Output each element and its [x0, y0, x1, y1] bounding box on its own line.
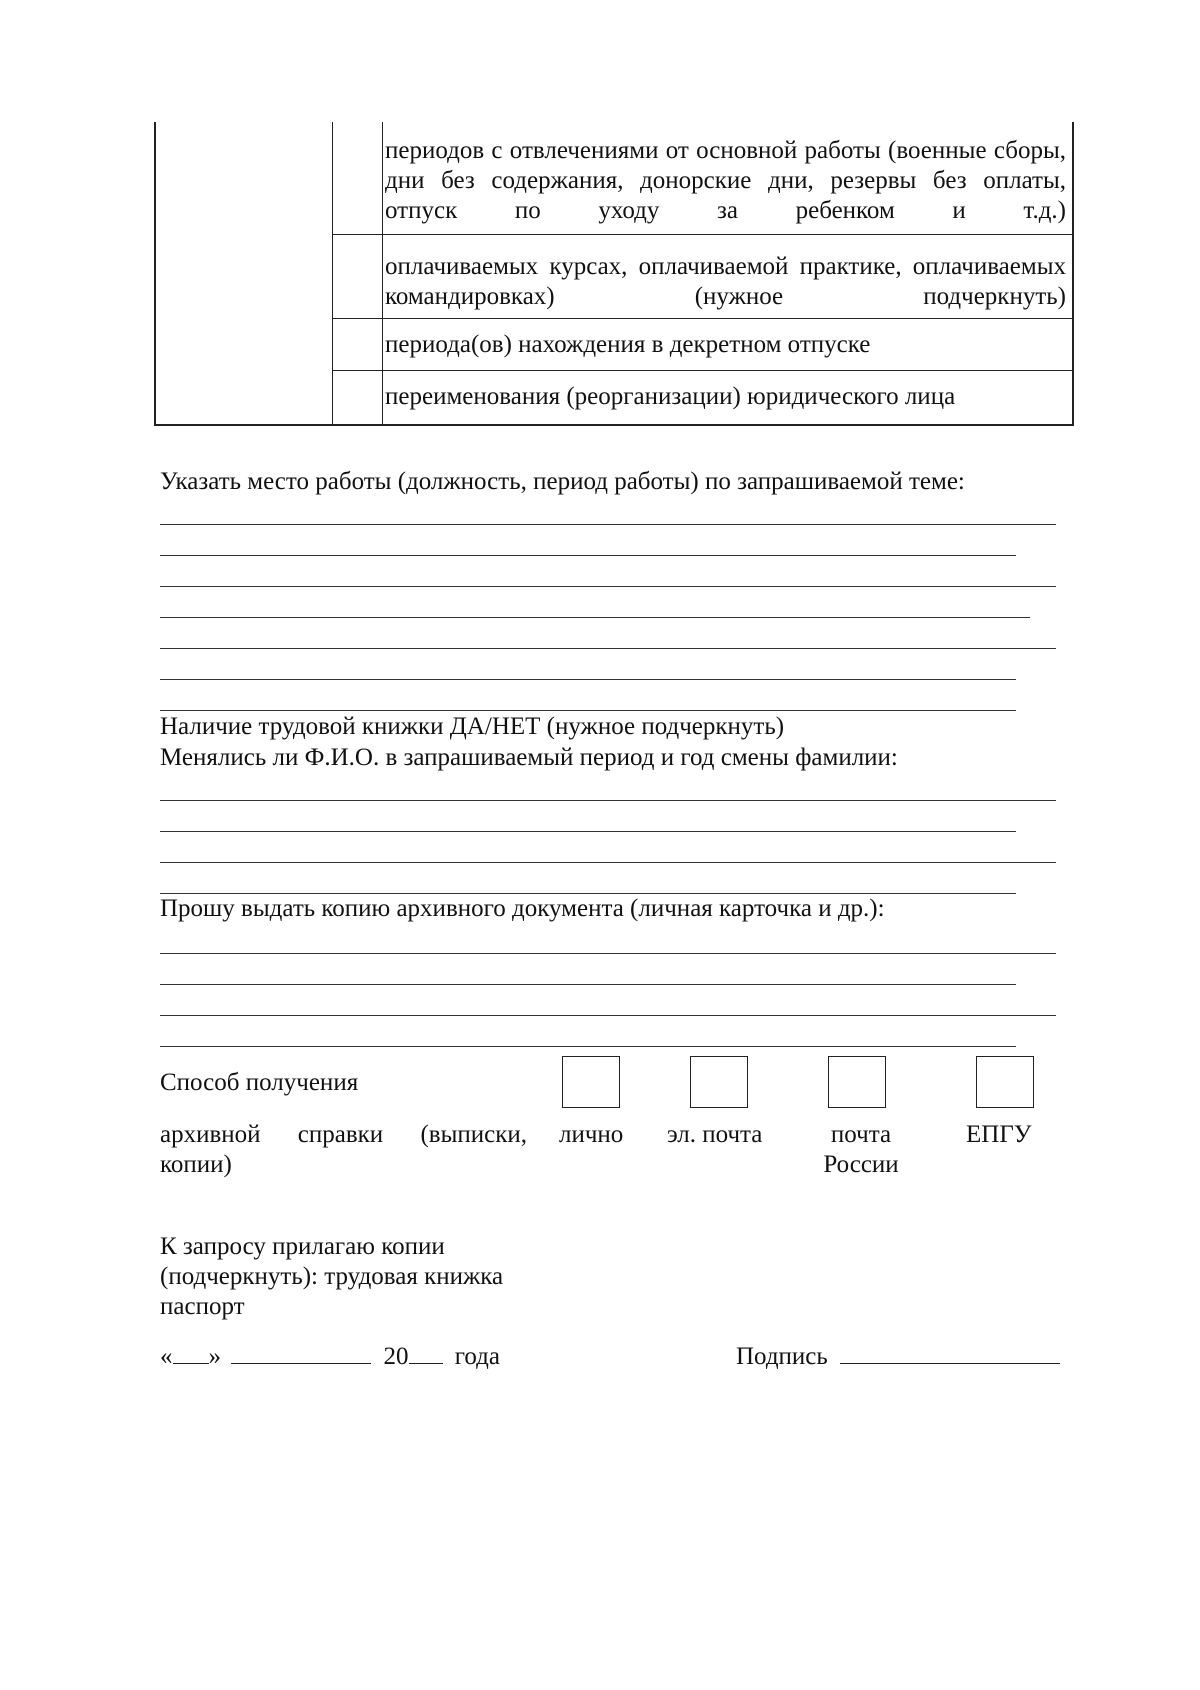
- attachments-line-2: (подчеркнуть): трудовая книжка: [160, 1263, 504, 1290]
- table-row-4-text: переименования (реорганизации) юридического лица: [385, 383, 956, 410]
- signature-label: Подпись: [736, 1343, 828, 1370]
- copy-request-line-1[interactable]: [160, 953, 1056, 954]
- name-change-line-1[interactable]: [160, 800, 1056, 801]
- table-row-1-text: периодов с отвлечениями от основной работы (военные сборы, дни без содержания, донорские дни, резервы без оплаты, отпуск по уходу за ребенком и т.д.): [385, 137, 1066, 224]
- name-change-line-2[interactable]: [160, 831, 1016, 832]
- option-email-label: эл. почта: [667, 1121, 763, 1148]
- date-month-blank[interactable]: [231, 1341, 371, 1364]
- date-year-suffix: года: [454, 1343, 500, 1370]
- date-day-blank[interactable]: [173, 1341, 209, 1364]
- copy-request-prompt: Прошу выдать копию архивного документа (личная карточка и др.):: [160, 895, 885, 922]
- name-change-question: Менялись ли Ф.И.О. в запрашиваемый период и год смены фамилии:: [160, 744, 898, 771]
- option-email-checkbox[interactable]: [690, 1056, 748, 1108]
- delivery-subtitle-line1: архивной справки (выписки,: [160, 1121, 527, 1148]
- table-row-3-text: периода(ов) нахождения в декретном отпуске: [385, 331, 871, 358]
- workplace-prompt: Указать место работы (должность, период работы) по запрашиваемой теме:: [160, 468, 965, 495]
- attachments-line-3: паспорт: [160, 1293, 245, 1320]
- criteria-table: [154, 122, 1074, 426]
- copy-request-line-4[interactable]: [160, 1046, 1016, 1047]
- option-russian-post-checkbox[interactable]: [828, 1056, 886, 1108]
- copy-request-line-2[interactable]: [160, 984, 1016, 985]
- option-russian-post-label: почта России: [823, 1121, 899, 1178]
- option-in-person-checkbox[interactable]: [562, 1056, 620, 1108]
- table-row-2-text: оплачиваемых курсах, оплачиваемой практике, оплачиваемых командировках) (нужное подчеркнуть): [385, 253, 1066, 310]
- table-divider-2: [382, 122, 383, 424]
- workplace-line-6[interactable]: [160, 679, 1016, 680]
- table-row-border: [332, 318, 1072, 319]
- date-year-prefix: 20: [383, 1343, 409, 1370]
- date-year-blank[interactable]: [409, 1341, 443, 1364]
- date-quote-open: «: [160, 1343, 173, 1370]
- table-divider-1: [332, 122, 333, 424]
- option-epgu-label: ЕПГУ: [966, 1121, 1032, 1148]
- table-row-border: [332, 370, 1072, 371]
- name-change-line-3[interactable]: [160, 862, 1056, 863]
- labor-book-question: Наличие трудовой книжки ДА/НЕТ (нужное подчеркнуть): [160, 713, 785, 740]
- table-row-border: [332, 234, 1072, 235]
- delivery-subtitle-line2: копии): [160, 1151, 232, 1178]
- copy-request-line-3[interactable]: [160, 1015, 1056, 1016]
- workplace-line-5[interactable]: [160, 648, 1056, 649]
- workplace-line-7[interactable]: [160, 710, 1016, 711]
- workplace-line-3[interactable]: [160, 586, 1056, 587]
- option-epgu-checkbox[interactable]: [976, 1056, 1034, 1108]
- signature-blank[interactable]: [840, 1341, 1060, 1364]
- date-field: [160, 1341, 500, 1372]
- workplace-line-2[interactable]: [160, 555, 1016, 556]
- delivery-title: Способ получения: [160, 1069, 359, 1096]
- workplace-line-1[interactable]: [160, 524, 1056, 525]
- attachments-line-1: К запросу прилагаю копии: [160, 1233, 445, 1260]
- workplace-line-4[interactable]: [160, 617, 1030, 618]
- date-quote-close: »: [208, 1343, 221, 1370]
- signature-field: [736, 1341, 1060, 1372]
- option-in-person-label: лично: [559, 1121, 624, 1148]
